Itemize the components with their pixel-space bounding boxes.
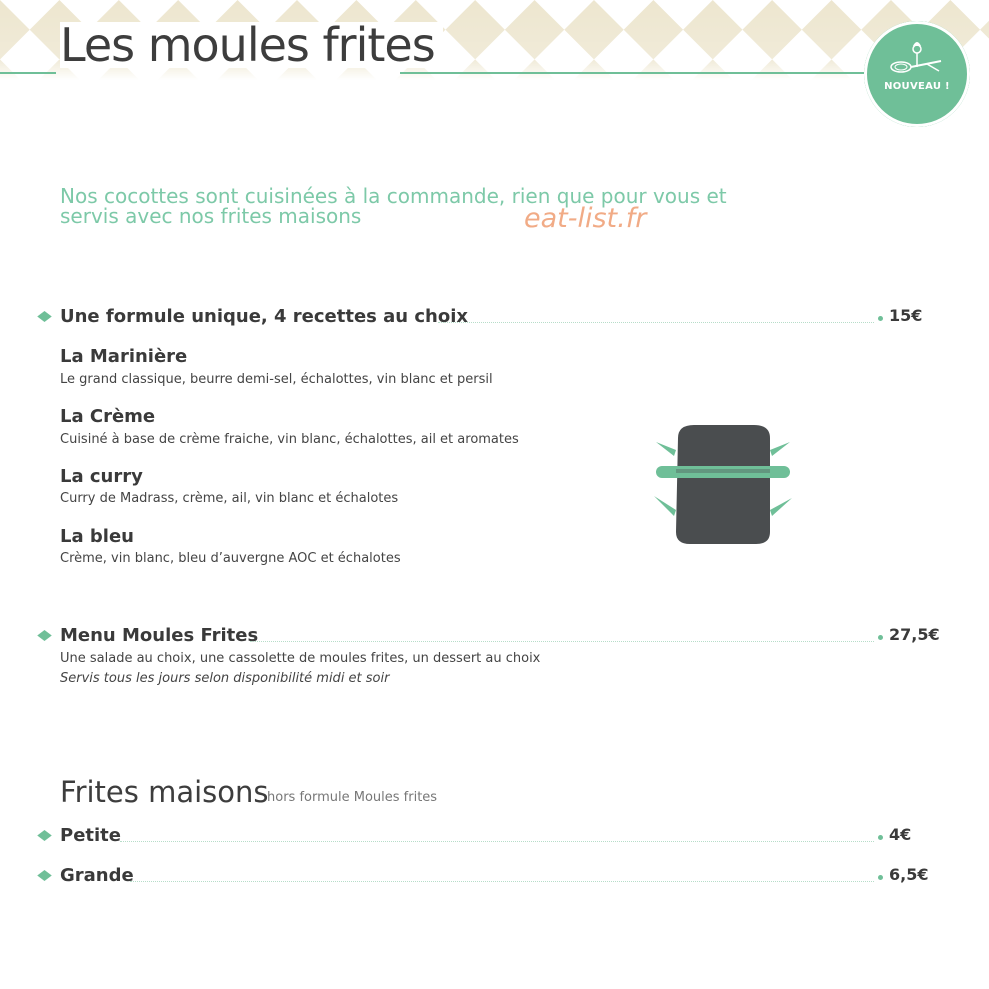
menu-label: Menu Moules Frites <box>60 625 259 646</box>
price-dot <box>878 835 883 840</box>
dot-leader <box>120 841 874 842</box>
nouveau-badge <box>864 21 970 127</box>
recipe-description: Le grand classique, beurre demi-sel, échalottes, vin blanc et persil <box>60 372 493 387</box>
frites-label: Petite <box>60 825 121 846</box>
badge-label: NOUVEAU ! <box>884 81 950 92</box>
recipe-name: La curry <box>60 466 143 487</box>
watermark: eat-list.fr <box>524 203 647 234</box>
price-dot <box>878 875 883 880</box>
recipe-name: La bleu <box>60 526 134 547</box>
price-dot <box>878 635 883 640</box>
frites-row <box>38 825 938 849</box>
recipe-name: La Crème <box>60 406 156 427</box>
menu-note: Servis tous les jours selon disponibilité midi et soir <box>60 671 390 686</box>
frites-row <box>38 865 938 889</box>
menu-description: Une salade au choix, une cassolette de moules frites, un dessert au choix <box>60 651 541 666</box>
header-rule-right <box>400 72 870 74</box>
formula-row <box>38 306 938 330</box>
diamond-bullet-icon <box>37 311 52 322</box>
formula-label: Une formule unique, 4 recettes au choix <box>60 306 469 327</box>
dot-leader <box>438 322 874 323</box>
dot-leader <box>130 881 874 882</box>
section-title: Frites maisons <box>60 775 269 809</box>
diamond-bullet-icon <box>37 870 52 881</box>
intro-text <box>60 186 780 226</box>
diamond-bullet-icon <box>37 830 52 841</box>
frites-price: 6,5€ <box>889 865 929 884</box>
formula-price: 15€ <box>889 306 923 325</box>
section-subtitle: hors formule Moules frites <box>267 790 438 805</box>
recipe-name: La Marinière <box>60 346 188 367</box>
price-dot <box>878 316 883 321</box>
intro-line-2: servis avec nos frites maisons <box>60 204 362 228</box>
intro-line-1: Nos cocottes sont cuisinées à la commande, rien que pour vous et <box>60 184 727 208</box>
menu-row <box>38 625 938 649</box>
frites-label: Grande <box>60 865 134 886</box>
frites-price: 4€ <box>889 825 912 844</box>
whisk-chef-icon <box>887 37 947 79</box>
dot-leader <box>250 641 874 642</box>
cooking-pot-icon <box>650 420 796 548</box>
menu-price: 27,5€ <box>889 625 940 644</box>
page-title: Les moules frites <box>60 22 443 68</box>
diamond-bullet-icon <box>37 630 52 641</box>
recipe-description: Cuisiné à base de crème fraiche, vin blanc, échalottes, ail et aromates <box>60 432 519 447</box>
recipe-description: Crème, vin blanc, bleu d’auvergne AOC et échalotes <box>60 551 401 566</box>
header-rule-left <box>0 72 56 74</box>
recipe-description: Curry de Madrass, crème, ail, vin blanc et échalotes <box>60 491 399 506</box>
